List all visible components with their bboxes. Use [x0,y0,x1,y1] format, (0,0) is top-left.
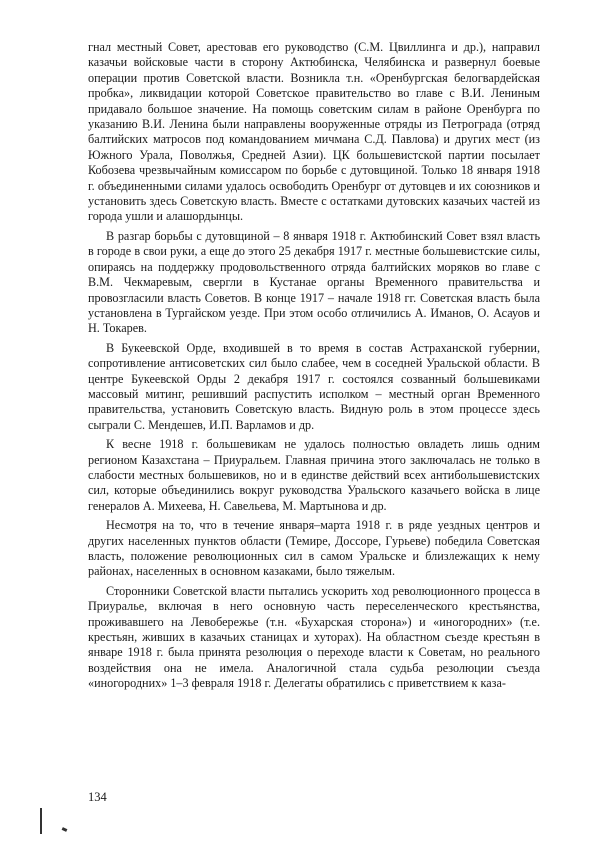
paragraph-2: В разгар борьбы с дутовщиной – 8 января 1918 г. Актюбинский Совет взял власть в городе в свои руки, а еще до этого 25 декабря 1917 г. местные большевистские силы, опираясь на поддержку продовольственного отряда балтийских моряков во главе с В.М. Чекмаревым, свергли в Кустанае органы Временного правительства и провозгласили власть Советов. В конце 1917 – начале 1918 гг. Советская власть была установлена в Тургайском уезде. При этом особо отличились А. Иманов, О. Асауов и Н. Токарев. [88,228,540,336]
paragraph-1: гнал местный Совет, арестовав его руководство (С.М. Цвиллинга и др.), направил казачьи войсковые части в сторону Актюбинска, Челябинска и развернул боевые операции против Советской власти. Возникла т.н. «Оренбургская белогвардейская пробка», ликвидации которой Советское правительство во главе с В.И. Лениным придавало большое значение. На помощь советским силам в районе Оренбурга по указанию В.И. Ленина были направлены вооруженные отряды из Петрограда (отряд балтийских матросов под командованием мичмана С.Д. Павлова) и других мест (из Южного Урала, Поволжья, Средней Азии). ЦК большевистской партии посылает Кобозева чрезвычайным комиссаром по борьбе с дутовщиной. Только 18 января 1918 г. объединенными силами удалось освободить Оренбург от дутовцев и их союзников и установить здесь Советскую власть. Вместе с остатками дутовских казачьих частей из города ушли и алашордынцы. [88,40,540,224]
paragraph-6: Сторонники Советской власти пытались ускорить ход революционного процесса в Приуралье, включая в него основную часть переселенческого крестьянства, проживавшего на Левобережье (т.н. «Бухарская сторона») и «иногородних» (т.е. крестьян, живших в казачьих станицах и хуторах). На областном съезде крестьян в январе 1918 г. была принята резолюция о переходе власти к Советам, но реального воздействия она не имела. Аналогичной стала судьба резолюции съезда «иногородних» 1–3 февраля 1918 г. Делегаты обратились с приветствием к каза- [88,583,540,691]
paragraph-3: В Букеевской Орде, входившей в то время в состав Астраханской губернии, сопротивление антисоветских сил было слабее, чем в соседней Уральской области. В центре Букеевской Орды 2 декабря 1917 г. состоялся созванный большевиками массовый митинг, решивший распустить исполком – местный орган Временного правительства, установить Советскую власть. Видную роль в этом процессе здесь сыграли С. Мендешев, И.П. Варламов и др. [88,340,540,432]
page-number: 134 [88,790,107,804]
scan-mark-dot [62,827,68,832]
scan-mark-bar [40,808,42,834]
page-body [88,40,540,696]
paragraph-4: К весне 1918 г. большевикам не удалось полностью овладеть лишь одним регионом Казахстана – Приуральем. Главная причина этого заключалась не только в слабости местных большевиков, но и в единстве действий всех антибольшевистских сил, которые объединились вокруг руководства Уральского казачьего войска в лице генералов А. Михеева, Н. Савельева, М. Мартынова и др. [88,437,540,513]
paragraph-5: Несмотря на то, что в течение января–марта 1918 г. в ряде уездных центров и других населенных пунктов области (Темире, Доссоре, Гурьеве) победила Советская власть, положение революционных сил в самом Уральске и близлежащих к нему районах, населенных в основном казаками, было тяжелым. [88,518,540,579]
